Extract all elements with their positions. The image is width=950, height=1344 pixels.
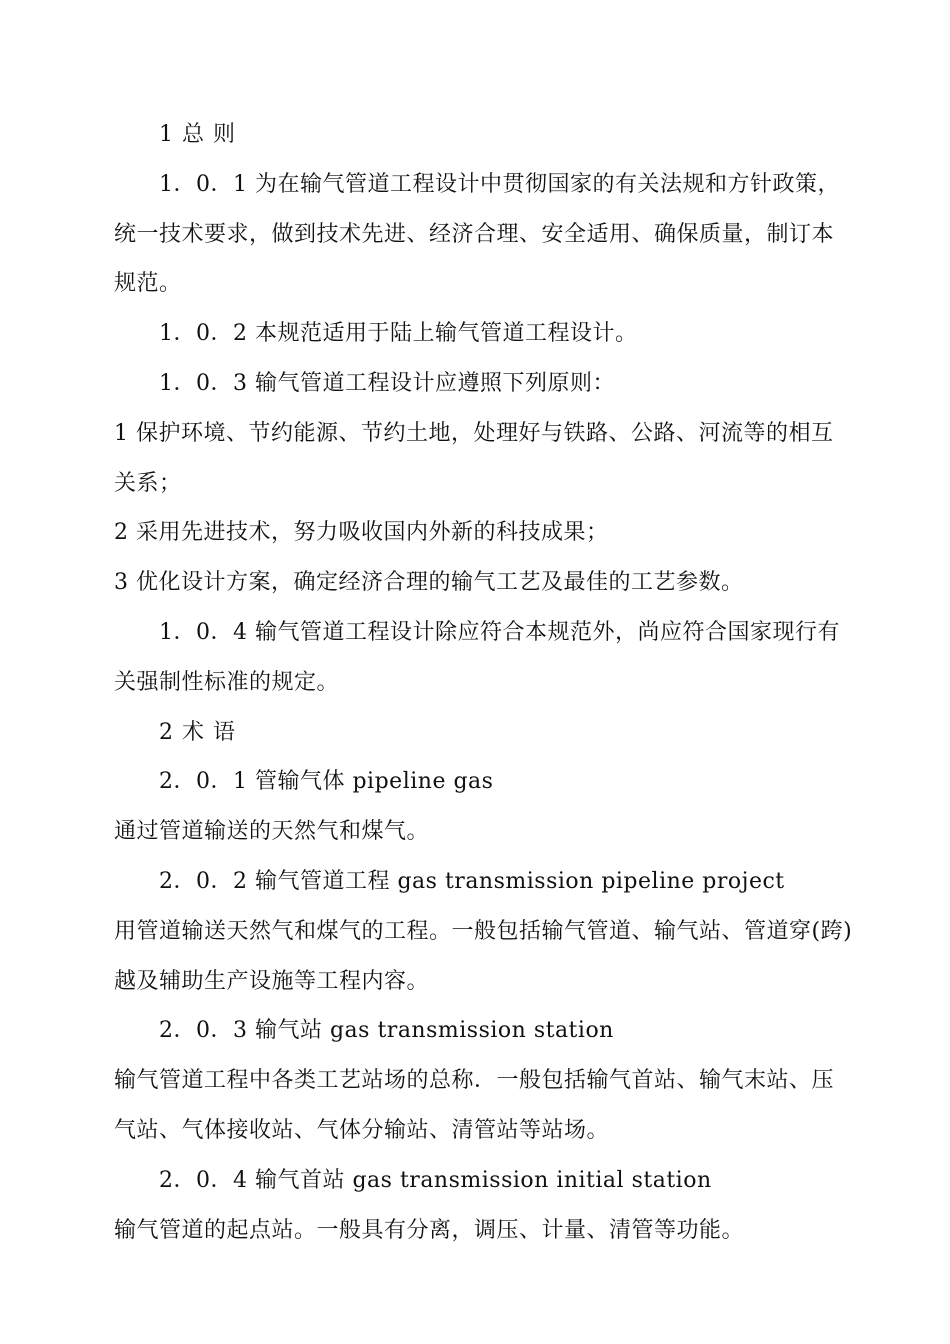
paragraph-line: 规范。 [114,271,182,297]
section-heading-terms: 2 术 语 [159,719,236,745]
term-definition: 输气管道的起点站。一般具有分离，调压、计量、清管等功能。 [114,1217,745,1243]
term-definition: 通过管道输送的天然气和煤气。 [114,819,430,845]
term-definition: 用管道输送天然气和煤气的工程。一般包括输气管道、输气站、管道穿(跨) [114,918,853,944]
paragraph-line: 统一技术要求，做到技术先进、经济合理、安全适用、确保质量，制订本 [114,221,835,247]
list-item-1: 1 保护环境、节约能源、节约土地，处理好与铁路、公路、河流等的相互 [114,420,834,446]
paragraph-line: 关强制性标准的规定。 [114,669,340,695]
term-2-0-3: 2．0．3 输气站 gas transmission station [159,1018,614,1044]
term-definition: 输气管道工程中各类工艺站场的总称．一般包括输气首站、输气末站、压 [114,1068,835,1094]
term-2-0-1: 2．0．1 管输气体 pipeline gas [159,769,494,795]
term-2-0-4: 2．0．4 输气首站 gas transmission initial station [159,1167,712,1193]
term-definition: 越及辅助生产设施等工程内容。 [114,968,430,994]
term-definition: 气站、气体接收站、气体分输站、清管站等站场。 [114,1117,610,1143]
section-heading-general: 1 总 则 [159,122,236,147]
clause-1-0-1: 1．0．1 为在输气管道工程设计中贯彻国家的有关法规和方针政策， [159,171,840,197]
clause-1-0-2: 1．0．2 本规范适用于陆上输气管道工程设计。 [159,321,638,347]
clause-1-0-4: 1．0．4 输气管道工程设计除应符合本规范外，尚应符合国家现行有 [159,619,840,645]
list-item-2: 2 采用先进技术，努力吸收国内外新的科技成果； [114,520,609,546]
document-page [114,110,853,1255]
list-item-3: 3 优化设计方案，确定经济合理的输气工艺及最佳的工艺参数。 [114,570,744,596]
term-2-0-2: 2．0．2 输气管道工程 gas transmission pipeline project [159,868,785,894]
paragraph-line: 关系； [114,470,182,496]
clause-1-0-3: 1．0．3 输气管道工程设计应遵照下列原则： [159,370,615,396]
